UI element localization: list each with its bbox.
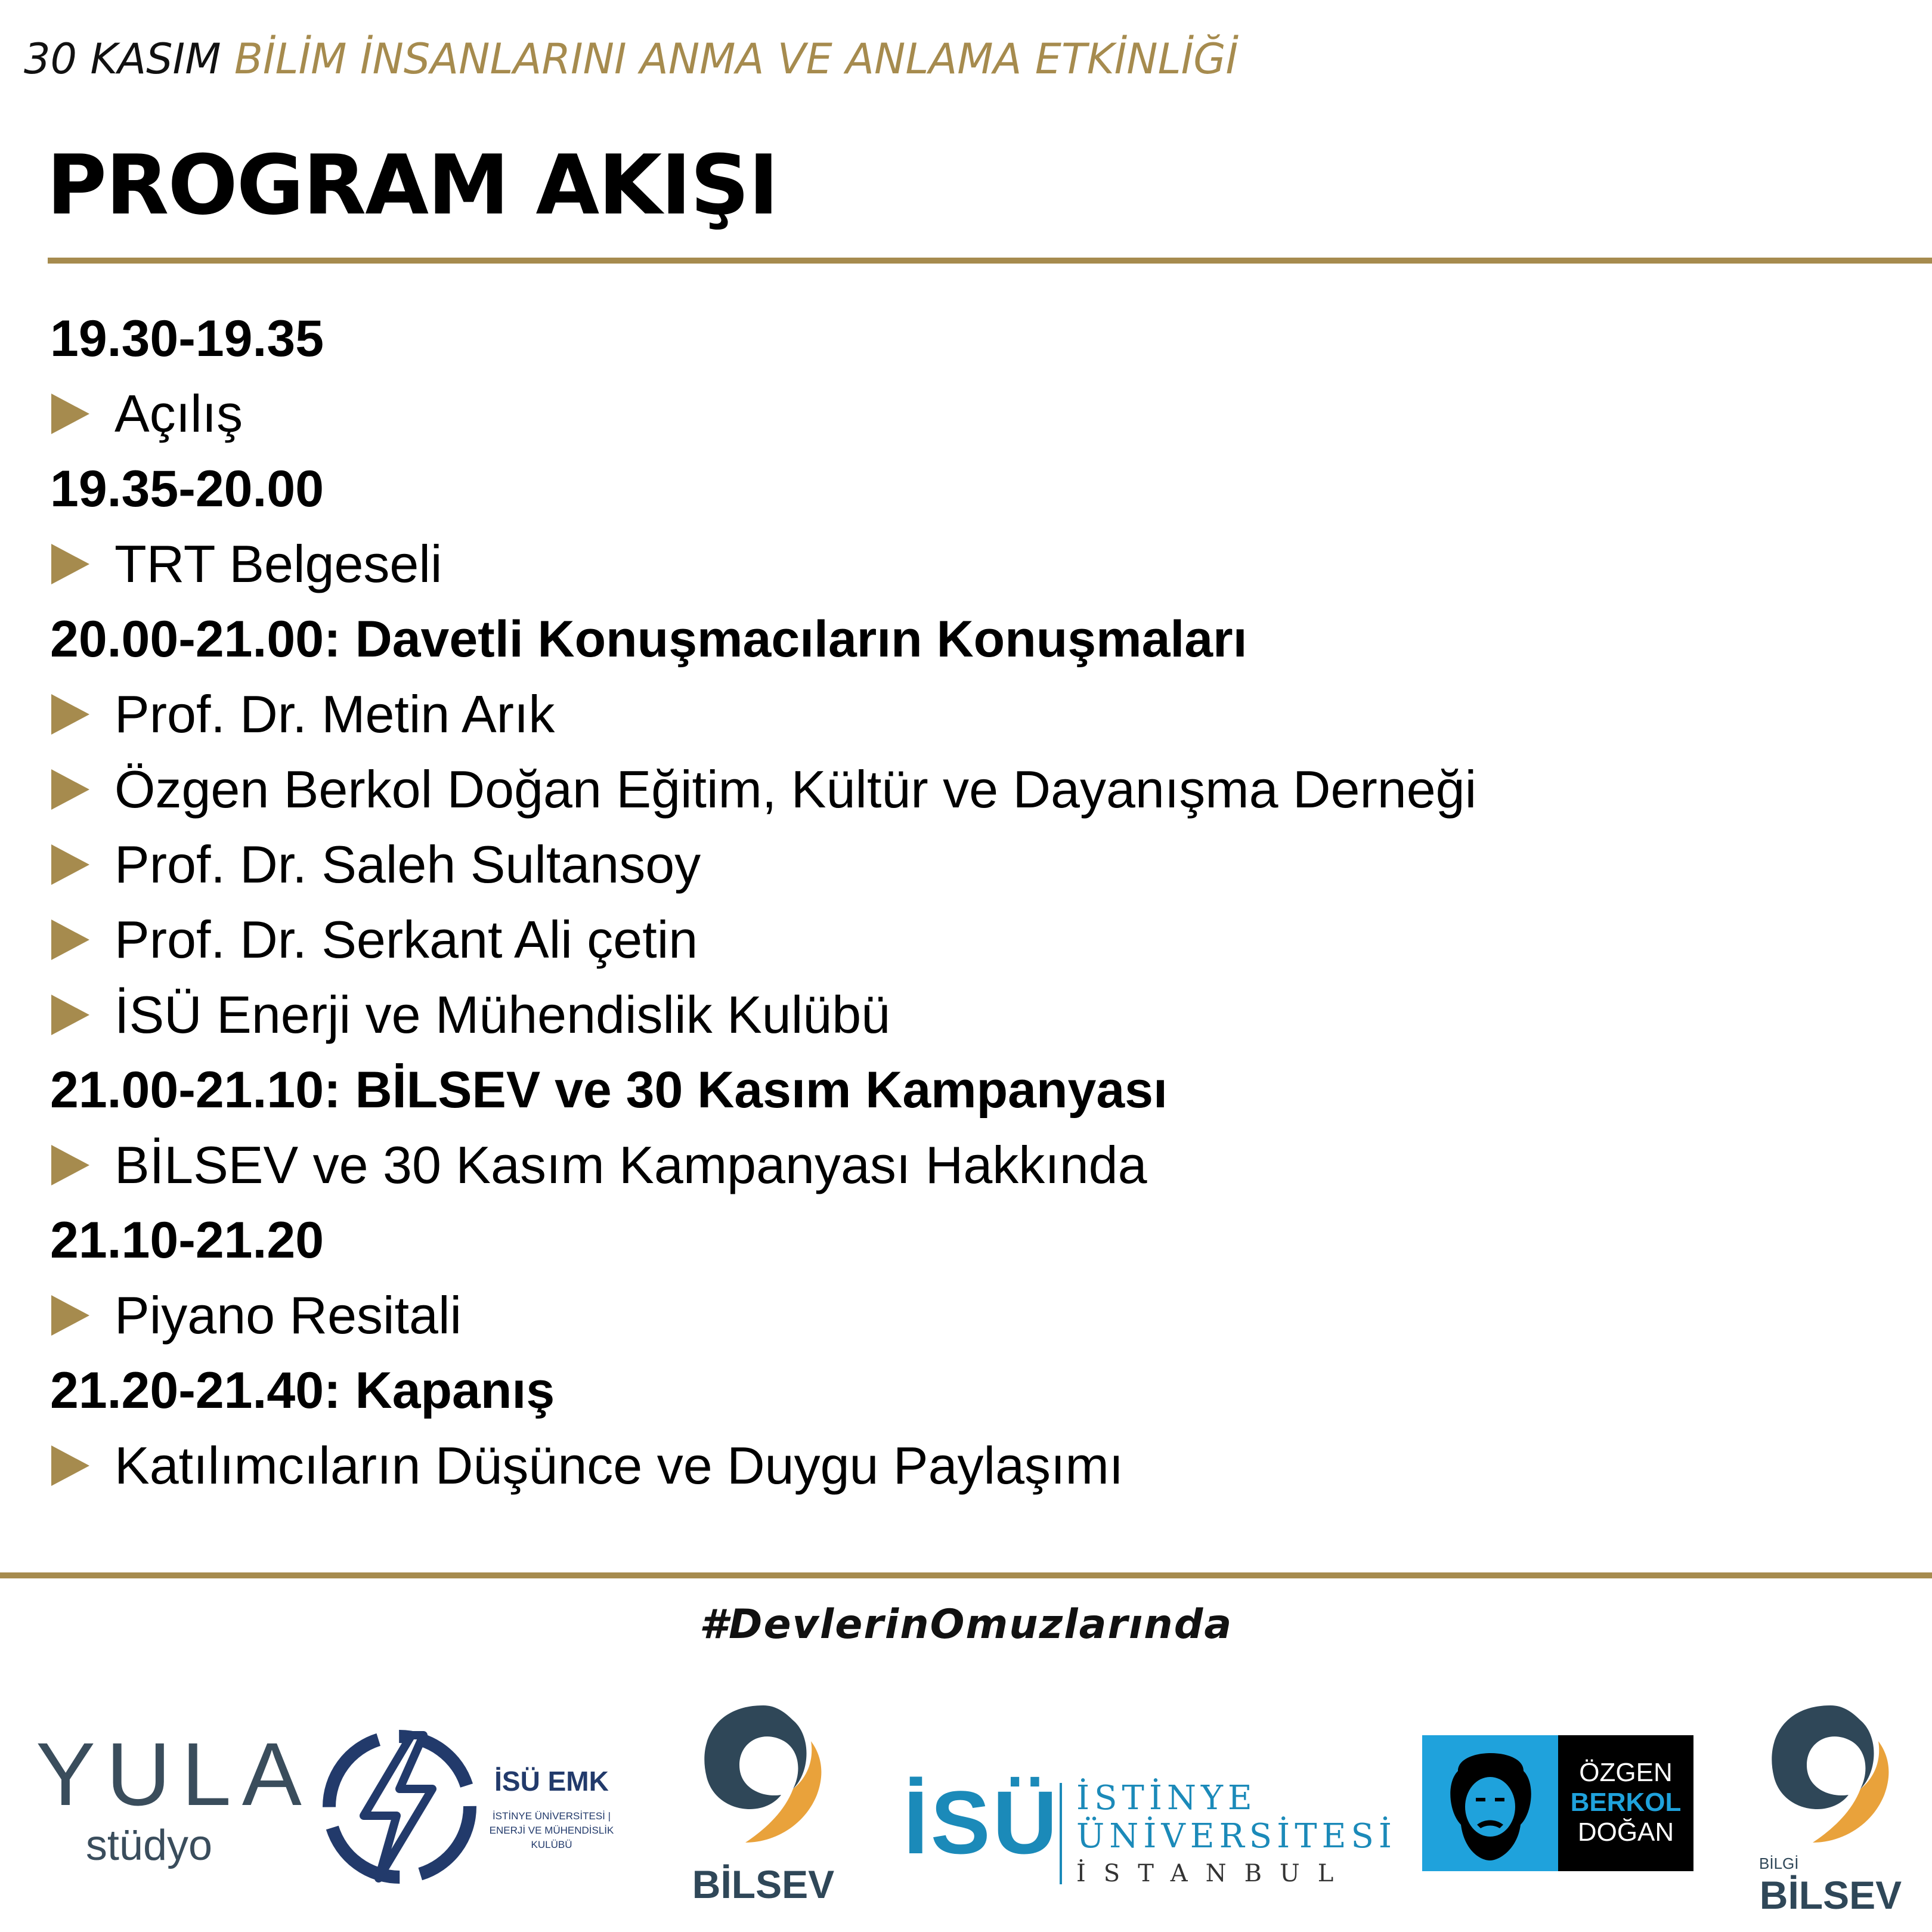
agenda-item-text: TRT Belgeseli bbox=[114, 534, 442, 593]
isu-emk-line1: İSTİNYE ÜNİVERSİTESİ | bbox=[492, 1810, 611, 1822]
isu-line1: İSTİNYE bbox=[1076, 1779, 1257, 1818]
event-date: 30 KASIM bbox=[24, 35, 221, 83]
agenda-time-text: 21.20-21.40: Kapanış bbox=[50, 1361, 555, 1419]
triangle-bullet-icon bbox=[51, 844, 89, 885]
ozgen-line2: BERKOL bbox=[1570, 1788, 1682, 1817]
agenda-time-heading bbox=[50, 301, 1911, 376]
event-heading bbox=[24, 35, 1238, 83]
agenda-time-heading bbox=[50, 602, 1911, 677]
bilsev-emblem-icon bbox=[674, 1693, 853, 1860]
agenda-time-text: 19.30-19.35 bbox=[50, 309, 324, 367]
triangle-bullet-icon bbox=[51, 1145, 89, 1185]
program-agenda bbox=[50, 301, 1911, 1503]
isu-separator bbox=[1060, 1783, 1062, 1884]
agenda-item-text: Prof. Dr. Saleh Sultansoy bbox=[114, 835, 701, 894]
hashtag: #DevlerinOmuzlarında bbox=[699, 1601, 1233, 1648]
bilsev-emblem-icon bbox=[1741, 1693, 1920, 1854]
isu-fullname bbox=[1076, 1779, 1397, 1891]
triangle-bullet-icon bbox=[51, 1445, 89, 1486]
portrait-icon bbox=[1422, 1735, 1558, 1871]
isu-emk-line3: KULÜBÜ bbox=[531, 1839, 572, 1850]
agenda-item bbox=[50, 1278, 1911, 1353]
agenda-item bbox=[50, 677, 1911, 752]
ozgen-berkol-dogan-logo bbox=[1422, 1735, 1693, 1871]
bilgi-bilsev-logo bbox=[1741, 1693, 1920, 1920]
agenda-item-text: Açılış bbox=[114, 384, 243, 443]
agenda-time-text: 20.00-21.00: Davetli Konuşmacıların Konuşmaları bbox=[50, 610, 1247, 668]
agenda-item bbox=[50, 1428, 1911, 1503]
agenda-time-text: 21.00-21.10: BİLSEV ve 30 Kasım Kampanyası bbox=[50, 1061, 1168, 1119]
isu-line3: İSTANBUL bbox=[1076, 1860, 1352, 1887]
agenda-item bbox=[50, 1128, 1911, 1203]
agenda-item-text: Prof. Dr. Serkant Ali çetin bbox=[114, 910, 698, 969]
sponsor-logos bbox=[0, 1693, 1932, 1920]
agenda-item-text: İSÜ Enerji ve Mühendislik Kulübü bbox=[114, 985, 891, 1044]
isu-emk-line2: ENERJİ VE MÜHENDİSLİK bbox=[489, 1825, 614, 1836]
bilsev-wordmark: BİLSEV bbox=[1759, 1873, 1902, 1917]
triangle-bullet-icon bbox=[51, 394, 89, 434]
yula-studyo-logo bbox=[36, 1724, 312, 1878]
page-title: PROGRAM AKIŞI bbox=[47, 137, 778, 233]
triangle-bullet-icon bbox=[51, 694, 89, 735]
ozgen-line1: ÖZGEN bbox=[1579, 1758, 1673, 1787]
agenda-item bbox=[50, 527, 1911, 602]
ozgen-name-panel bbox=[1558, 1735, 1693, 1871]
bilgi-label: BİLGİ bbox=[1759, 1854, 1799, 1872]
isu-emk-logo bbox=[322, 1717, 632, 1890]
agenda-item-text: Özgen Berkol Doğan Eğitim, Kültür ve Dayanışma Derneği bbox=[114, 760, 1477, 819]
triangle-bullet-icon bbox=[51, 769, 89, 810]
agenda-item bbox=[50, 902, 1911, 977]
triangle-bullet-icon bbox=[51, 1295, 89, 1336]
event-name: BİLİM İNSANLARINI ANMA VE ANLAMA ETKİNLİĞİ bbox=[234, 35, 1239, 83]
agenda-time-text: 21.10-21.20 bbox=[50, 1211, 324, 1269]
triangle-bullet-icon bbox=[51, 544, 89, 584]
agenda-time-heading bbox=[50, 1203, 1911, 1278]
lightning-bolt-icon bbox=[322, 1717, 477, 1890]
top-divider bbox=[48, 258, 1932, 264]
isu-emk-title: İSÜ EMK bbox=[494, 1766, 609, 1797]
agenda-item-text: Katılımcıların Düşünce ve Duygu Paylaşımı bbox=[114, 1436, 1124, 1495]
agenda-time-heading bbox=[50, 1353, 1911, 1428]
istinye-universitesi-logo bbox=[903, 1729, 1397, 1887]
agenda-item bbox=[50, 752, 1911, 827]
agenda-item bbox=[50, 376, 1911, 451]
bilsev-logo bbox=[674, 1693, 853, 1920]
agenda-item-text: Prof. Dr. Metin Arık bbox=[114, 685, 555, 744]
agenda-time-heading bbox=[50, 1052, 1911, 1128]
ozgen-line3: DOĞAN bbox=[1577, 1818, 1674, 1847]
bilsev-wordmark: BİLSEV bbox=[692, 1862, 835, 1906]
triangle-bullet-icon bbox=[51, 995, 89, 1035]
agenda-item bbox=[50, 977, 1911, 1052]
triangle-bullet-icon bbox=[51, 919, 89, 960]
agenda-item-text: BİLSEV ve 30 Kasım Kampanyası Hakkında bbox=[114, 1135, 1147, 1194]
yula-logo-wordmark: YULA bbox=[36, 1724, 312, 1824]
agenda-time-text: 19.35-20.00 bbox=[50, 460, 324, 518]
isu-abbreviation: İSÜ bbox=[903, 1772, 1060, 1872]
agenda-item bbox=[50, 827, 1911, 902]
agenda-time-heading bbox=[50, 451, 1911, 527]
isu-line2: ÜNİVERSİTESİ bbox=[1076, 1817, 1397, 1856]
agenda-item-text: Piyano Resitali bbox=[114, 1286, 462, 1345]
yula-logo-subtitle: stüdyo bbox=[85, 1822, 213, 1869]
isu-emk-subtitle bbox=[474, 1809, 629, 1852]
isu-emk-text bbox=[474, 1765, 629, 1852]
bottom-divider bbox=[0, 1572, 1932, 1578]
